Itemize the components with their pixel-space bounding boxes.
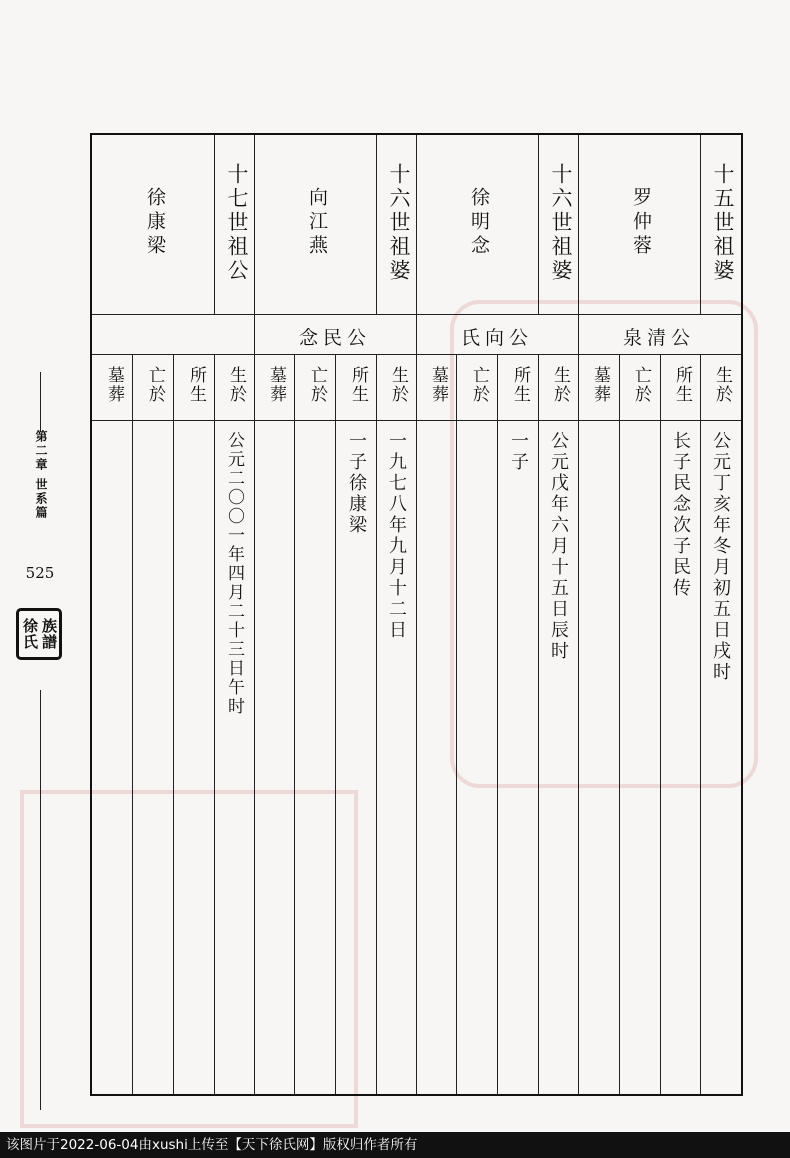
born-value: 公元二〇〇一年四月二十三日午时 (224, 431, 244, 716)
children-label: 所生 (348, 366, 368, 404)
gen-divider (700, 135, 701, 314)
spouse-name: 氏向公 (460, 327, 533, 349)
field-divider (456, 354, 457, 1094)
spouse-name: 念民公 (298, 327, 371, 349)
sidebar-rule-bottom (40, 690, 41, 1110)
children-label: 所生 (510, 366, 530, 404)
gen-divider (376, 135, 377, 314)
buried-label: 墓葬 (266, 366, 286, 404)
generation-title: 十七世祖公 (225, 163, 249, 283)
spouse-name: 泉清公 (622, 327, 695, 349)
children-label: 所生 (672, 366, 692, 404)
born-label: 生於 (712, 366, 732, 404)
upload-footer: 该图片于2022-06-04由xushi上传至【天下徐氏网】版权归作者所有 (0, 1132, 790, 1158)
buried-label: 墓葬 (104, 366, 124, 404)
born-value: 公元戊年六月十五日辰时 (548, 431, 569, 662)
born-label: 生於 (226, 366, 246, 404)
died-label: 亡於 (469, 366, 489, 404)
generation-title: 十六世祖婆 (549, 163, 573, 283)
generation-title: 十六世祖婆 (387, 163, 411, 283)
born-label: 生於 (388, 366, 408, 404)
buried-label: 墓葬 (590, 366, 610, 404)
family-seal-logo (16, 608, 62, 660)
children-value: 一子徐康梁 (346, 431, 367, 536)
person-name: 向江燕 (306, 187, 328, 259)
field-divider (497, 354, 498, 1094)
field-divider (538, 354, 539, 1094)
field-divider (619, 354, 620, 1094)
children-label: 所生 (186, 366, 206, 404)
sidebar-rule-top (40, 372, 41, 432)
field-divider (700, 354, 701, 1094)
children-value: 一子 (508, 431, 529, 473)
field-divider (132, 354, 133, 1094)
entry-divider (254, 135, 255, 1094)
page-number: 525 (25, 564, 55, 582)
gen-divider (538, 135, 539, 314)
buried-label: 墓葬 (428, 366, 448, 404)
born-label: 生於 (550, 366, 570, 404)
person-name: 徐康梁 (144, 187, 166, 259)
field-divider (294, 354, 295, 1094)
born-value: 一九七八年九月十二日 (386, 431, 407, 641)
children-value: 长子民念次子民传 (670, 431, 691, 599)
entry-divider (416, 135, 417, 1094)
field-divider (376, 354, 377, 1094)
person-name: 罗仲蓉 (630, 187, 652, 259)
died-label: 亡於 (631, 366, 651, 404)
seal-text-right: 徐氏 (21, 618, 39, 650)
generation-title: 十五世祖婆 (711, 163, 735, 283)
gen-divider (214, 135, 215, 314)
field-divider (214, 354, 215, 1094)
born-value: 公元丁亥年冬月初五日戌时 (710, 431, 731, 683)
genealogy-table (90, 133, 743, 1096)
field-divider (335, 354, 336, 1094)
chapter-title: 第二章 世系篇 (34, 430, 48, 521)
seal-text-left: 族譜 (40, 618, 58, 650)
field-divider (660, 354, 661, 1094)
died-label: 亡於 (307, 366, 327, 404)
entry-divider (578, 135, 579, 1094)
died-label: 亡於 (145, 366, 165, 404)
field-divider (173, 354, 174, 1094)
person-name: 徐明念 (468, 187, 490, 259)
